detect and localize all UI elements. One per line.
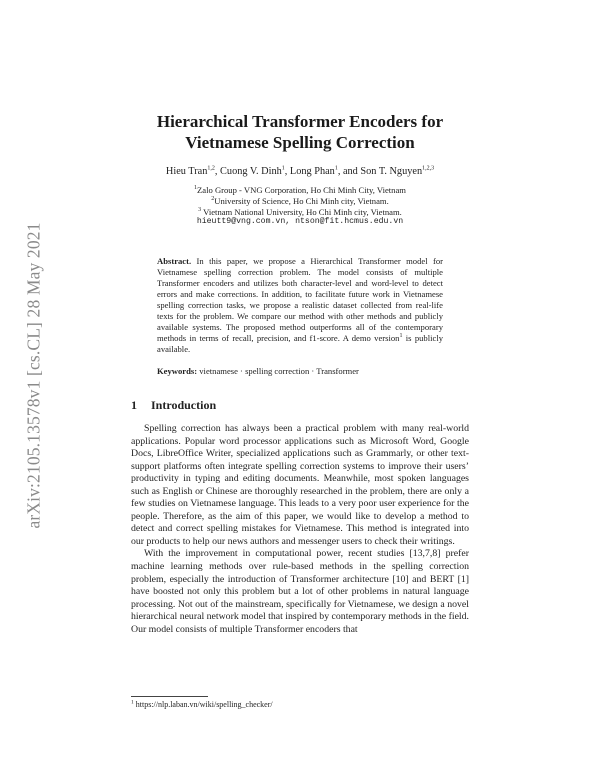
author-affil-mark: 1,2 <box>207 165 215 172</box>
footnote-mark: 1 <box>131 699 134 706</box>
arxiv-stamp <box>20 192 48 558</box>
author-separator: , <box>214 166 221 177</box>
arxiv-stamp-text: arXiv:2105.13578v1 [cs.CL] 28 May 2021 <box>23 221 44 529</box>
affiliation-block <box>100 185 500 228</box>
footnote-rule <box>131 696 208 697</box>
section-heading <box>131 398 216 413</box>
footnote-link[interactable]: https://nlp.laban.vn/wiki/spelling_checker/ <box>133 700 273 709</box>
author-separator: , and <box>337 166 361 177</box>
affiliation-line <box>100 196 500 207</box>
author-emails: hieutt9@vng.com.vn, ntson@fit.hcmus.edu.vn <box>196 217 404 227</box>
author-list <box>100 166 500 177</box>
title-line-1: Hierarchical Transformer Encoders for <box>156 112 444 131</box>
author-affil-mark: 1,2,3 <box>422 165 435 172</box>
author-affil-mark: 1 <box>281 165 285 172</box>
author-name: Son T. Nguyen <box>360 166 423 177</box>
section-title: Introduction <box>151 398 217 412</box>
keywords-label: Keywords: <box>157 366 198 376</box>
affiliation-mark: 3 <box>198 206 202 213</box>
affiliation-text: Zalo Group - VNG Corporation, Ho Chi Minh City, Vietnam <box>197 185 406 195</box>
affiliation-mark: 2 <box>211 195 215 202</box>
affiliation-text: University of Science, Ho Chi Minh city, Vietnam. <box>214 195 389 206</box>
footnote <box>131 700 469 709</box>
affiliation-mark: 1 <box>194 185 198 192</box>
body-text <box>131 423 469 636</box>
abstract <box>157 256 443 355</box>
paper-title <box>120 111 480 153</box>
abstract-text-end: is publicly available. <box>157 333 443 355</box>
paragraph: With the improvement in computational power, recent studies [13,7,8] prefer machine learning methods over rule-based methods in the spelling correction problem, especially the introduction of Transformer architecture [10] and BERT [1] have boosted not only this problem but a lot of other problems in natural language processing. Not out of the mainstream, specifically for Vietnamese, we design a novel hierarchical neural network model that inspired by contemporary methods in the field. Our model consists of multiple Transformer encoders that <box>131 548 469 635</box>
affiliation-text: Vietnam National University, Ho Chi Minh city, Vietnam. <box>201 206 402 217</box>
paragraph: Spelling correction has always been a practical problem with many real-world applications. Popular word processor applications such as Microsoft Word, Google Docs, LibreOffice Writer, specialized applications such as Grammarly, or other text-support platforms often integrate spelling correction systems to improve their users’ productivity in typing and editing documents. Meanwhile, most spoken languages such as English or Chinese are thoroughly researched in the problem, there are only a few studies on Vietnamese language. This leads to a very poor user experience for the people. Therefore, as the aim of this paper, we would like to develop a method to detect and correct spelling mistakes for Vietnamese. This method is integrated into our products to help our news authors and messenger users to check their writings. <box>131 423 469 547</box>
author-affil-mark: 1 <box>334 165 338 172</box>
keywords-text: vietnamese · spelling correction · Transformer <box>197 366 359 376</box>
abstract-label: Abstract. <box>157 256 192 266</box>
abstract-text: In this paper, we propose a Hierarchical Transformer model for Vietnamese spelling correction problem. The model consists of multiple Transformer encoders and utilizes both character-level and word-level to detect errors and make corrections. In addition, to facilitate future work in Vietnamese spelling correction tasks, we propose a realistic dataset collected from real-life texts for the problem. We compare our method with other methods and publicly available systems. The proposed method outperforms all of the contemporary methods in terms of recall, precision, and f1-score. A demo version <box>157 256 443 344</box>
author-name: Hieu Tran <box>165 166 208 177</box>
affiliation-line <box>100 207 500 218</box>
author-name: Cuong V. Dinh <box>220 166 282 177</box>
section-number: 1 <box>131 398 137 412</box>
affiliation-line <box>100 185 500 196</box>
title-line-2: Vietnamese Spelling Correction <box>185 133 415 152</box>
author-separator: , <box>284 166 290 177</box>
footnote-ref: 1 <box>399 333 403 340</box>
author-name: Long Phan <box>289 166 335 177</box>
keywords <box>157 366 457 376</box>
